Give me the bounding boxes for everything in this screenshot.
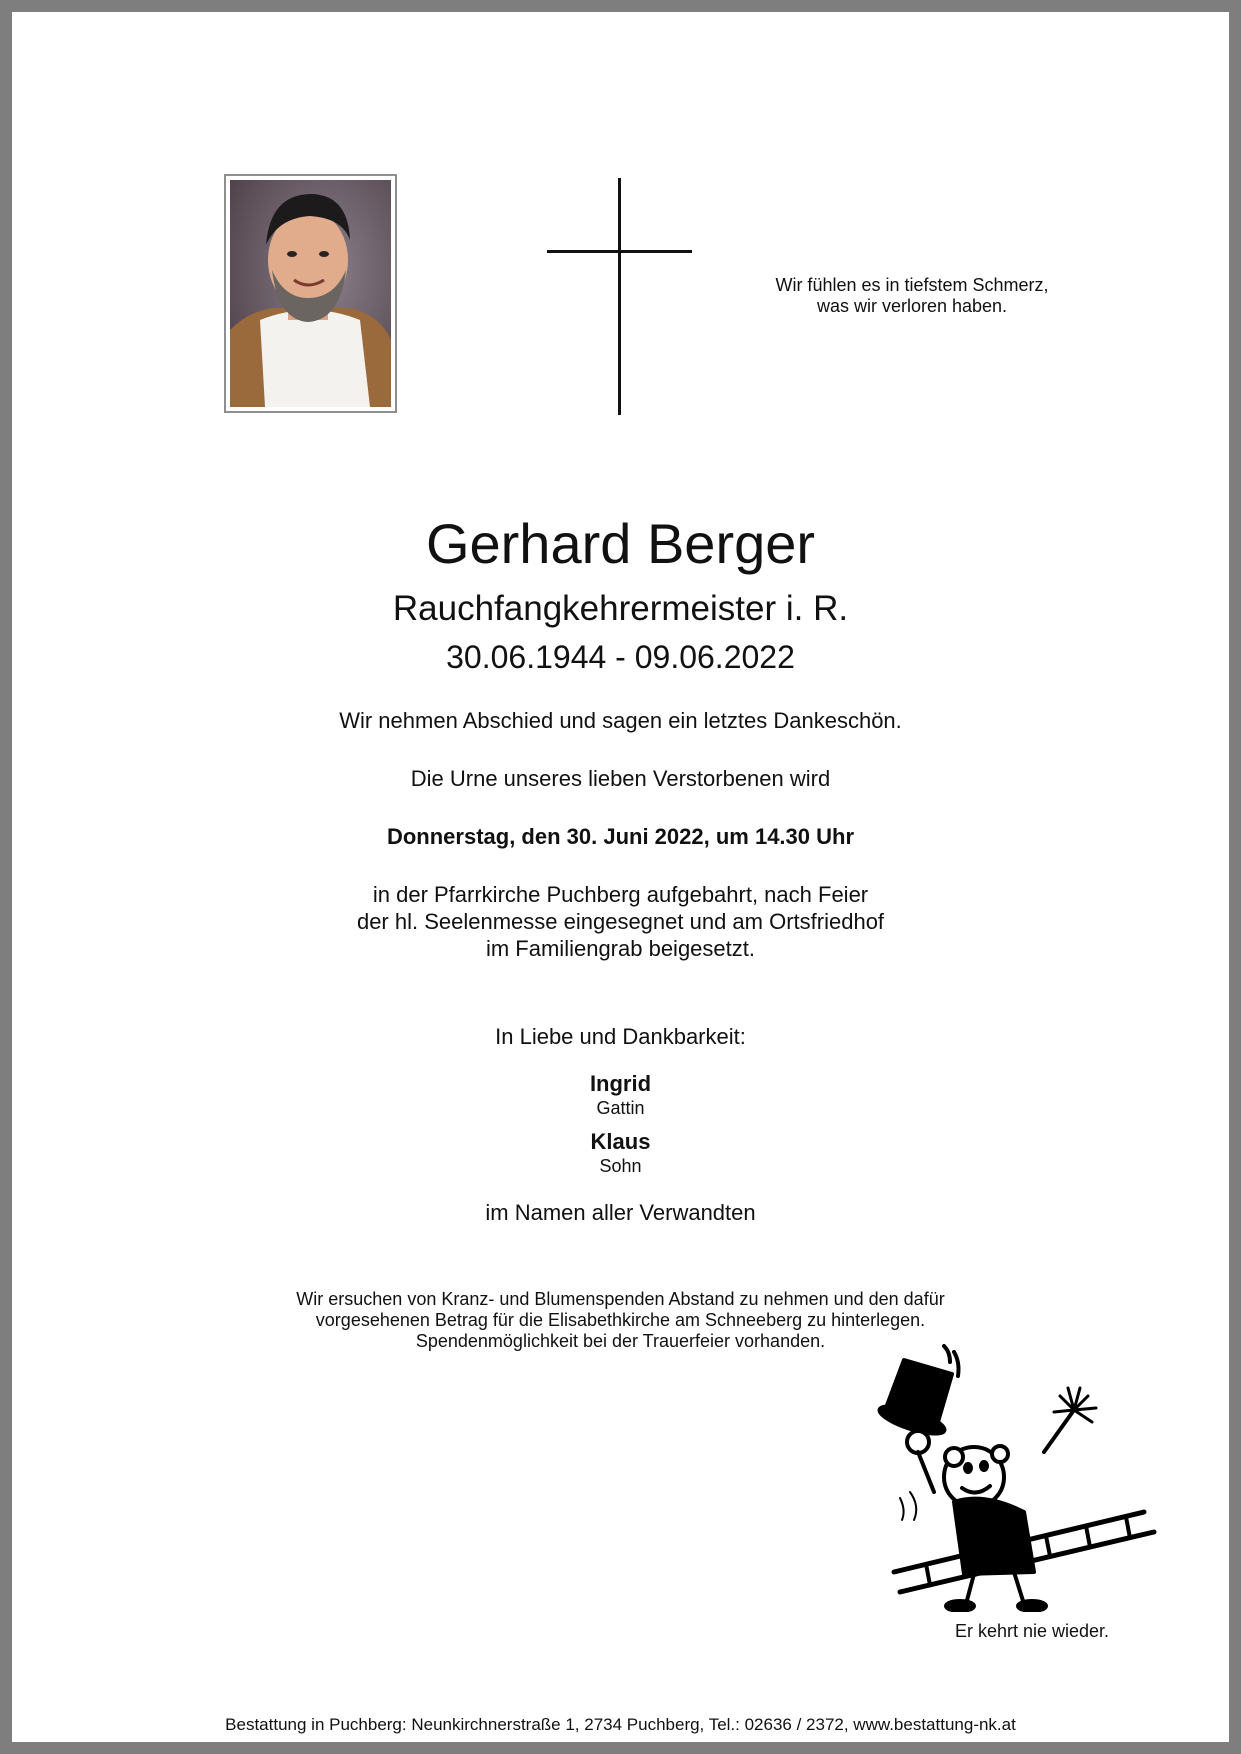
note-line: vorgesehenen Betrag für die Elisabethkirche am Schneeberg zu hinterlegen. bbox=[315, 1310, 926, 1330]
cross-vertical-bar bbox=[618, 178, 621, 415]
mourner-name: Klaus bbox=[590, 1129, 651, 1154]
place-line: in der Pfarrkirche Puchberg aufgebahrt, nach Feier bbox=[372, 882, 869, 907]
life-dates: 30.06.1944 - 09.06.2022 bbox=[446, 639, 795, 675]
farewell-text: Wir nehmen Abschied und sagen ein letztes Dankeschön. bbox=[339, 708, 902, 733]
quote-line: was wir verloren haben. bbox=[816, 296, 1008, 316]
mourners-heading: In Liebe und Dankbarkeit: bbox=[495, 1024, 746, 1049]
ceremony-place bbox=[12, 881, 1229, 962]
illustration-caption: Er kehrt nie wieder. bbox=[954, 1621, 1110, 1641]
chimney-sweep-illustration bbox=[874, 1342, 1184, 1612]
urn-intro-text: Die Urne unseres lieben Verstorbenen wird bbox=[410, 766, 831, 791]
cross-horizontal-bar bbox=[547, 250, 692, 253]
quote-line: Wir fühlen es in tiefstem Schmerz, bbox=[775, 275, 1049, 295]
place-line: im Familiengrab beigesetzt. bbox=[485, 936, 755, 961]
mourners-closing: im Namen aller Verwandten bbox=[485, 1200, 756, 1225]
obituary-page bbox=[12, 12, 1229, 1742]
deceased-title: Rauchfangkehrermeister i. R. bbox=[392, 589, 849, 628]
mourner-role: Gattin bbox=[596, 1098, 645, 1118]
mourner-name: Ingrid bbox=[589, 1071, 652, 1096]
portrait-photo bbox=[224, 174, 397, 413]
ceremony-date: Donnerstag, den 30. Juni 2022, um 14.30 Uhr bbox=[386, 824, 855, 849]
memorial-quote bbox=[732, 275, 1092, 317]
note-line: Spendenmöglichkeit bei der Trauerfeier vorhanden. bbox=[415, 1331, 826, 1351]
deceased-name: Gerhard Berger bbox=[425, 512, 816, 575]
note-line: Wir ersuchen von Kranz- und Blumenspenden Abstand zu nehmen und den dafür bbox=[296, 1289, 945, 1309]
mourner-role: Sohn bbox=[599, 1156, 642, 1176]
funeral-home-footer: Bestattung in Puchberg: Neunkirchnerstraße 1, 2734 Puchberg, Tel.: 02636 / 2372, www.bestattung-nk.at bbox=[225, 1715, 1016, 1734]
place-line: der hl. Seelenmesse eingesegnet und am Ortsfriedhof bbox=[356, 909, 885, 934]
